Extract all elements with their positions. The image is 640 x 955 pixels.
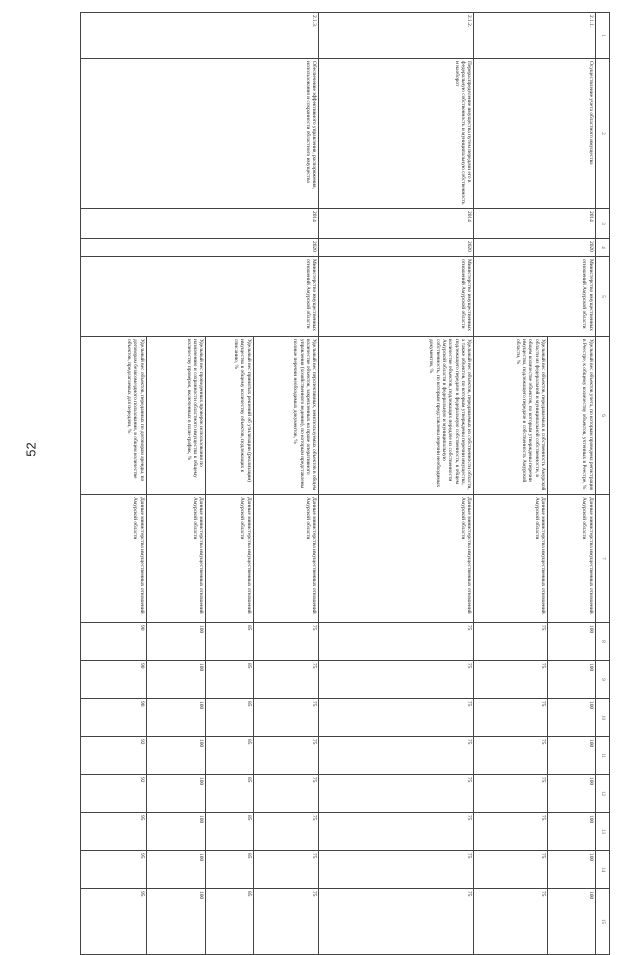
target-value: 75 (253, 699, 319, 737)
base-value: 100 (146, 623, 206, 661)
row-code: 2.1.3. (81, 13, 319, 59)
indicator-text: Удельный вес проведенных проверок использования по назначению и сохранности областного имущества к общему количеству проверок, включенных в план-график, % (146, 337, 206, 495)
table-row (319, 13, 474, 955)
target-value: 100 (548, 889, 596, 955)
column-number: 4 (595, 239, 609, 257)
target-value: 75 (253, 889, 319, 955)
target-value: 100 (548, 813, 596, 851)
target-value: 75 (474, 737, 548, 775)
executor: Министерство имущественных отношений Амурской области (474, 257, 596, 337)
end-year: 2020 (474, 239, 596, 257)
row-code: 2.1.2. (319, 13, 474, 59)
target-value: 85 (206, 813, 254, 851)
indicator-text: Удельный вес объектов, передаваемых в собственность Амурской области из федеральной и муниципальной собственности, в общем количестве объектов, по которым утверждены перечни имущества, подлежащего передаче в собственность Амурской области, % (474, 337, 548, 495)
data-source: Данные министерства имущественных отношений Амурской области (206, 495, 254, 623)
data-source: Данные министерства имущественных отношений Амурской области (253, 495, 319, 623)
target-value: 75 (253, 851, 319, 889)
target-value: 90 (81, 699, 147, 737)
base-value: 75 (474, 623, 548, 661)
base-value: 85 (206, 623, 254, 661)
start-year: 2014 (474, 209, 596, 239)
target-value: 100 (548, 699, 596, 737)
column-number: 11 (595, 737, 609, 775)
base-value: 75 (319, 623, 474, 661)
data-source: Данные министерства имущественных отношений Амурской области (548, 495, 596, 623)
target-value: 85 (206, 699, 254, 737)
indicator-text: Удельный вес объектов, переданных по договорам аренды, по договорам безвозмездного пользования, в общем количестве объектов, предлагаемых для передачи, % (81, 337, 147, 495)
indicator-text: Удельный вес принятых решений об утилизации (реализации) имущества в общему количеству объектов, подлежащих к списанию, % (206, 337, 254, 495)
target-value: 75 (319, 775, 474, 813)
base-value: 100 (548, 623, 596, 661)
column-number: 14 (595, 851, 609, 889)
data-source: Данные министерства имущественных отношений Амурской области (474, 495, 548, 623)
start-year: 2014 (319, 209, 474, 239)
target-value: 100 (146, 889, 206, 955)
target-value: 75 (253, 813, 319, 851)
column-number: 13 (595, 813, 609, 851)
measure-name: Обеспечение эффективного управления, распоряжения, использования и сохранности областного имущества (81, 59, 319, 209)
target-value: 100 (146, 851, 206, 889)
target-value: 75 (319, 699, 474, 737)
target-value: 75 (474, 851, 548, 889)
data-source: Данные министерства имущественных отношений Амурской области (146, 495, 206, 623)
target-value: 75 (319, 737, 474, 775)
column-number: 15 (595, 889, 609, 955)
target-value: 85 (206, 661, 254, 699)
base-value: 75 (253, 623, 319, 661)
start-year: 2014 (81, 209, 319, 239)
column-number: 5 (595, 257, 609, 337)
target-value: 75 (474, 889, 548, 955)
target-value: 75 (474, 813, 548, 851)
column-number: 3 (595, 209, 609, 239)
indicators-table (80, 12, 610, 955)
target-value: 85 (206, 775, 254, 813)
target-value: 95 (81, 889, 147, 955)
target-value: 92 (81, 775, 147, 813)
column-number: 8 (595, 623, 609, 661)
target-value: 75 (319, 889, 474, 955)
target-value: 85 (206, 851, 254, 889)
target-value: 75 (253, 775, 319, 813)
column-number: 1 (595, 13, 609, 59)
column-number: 12 (595, 775, 609, 813)
column-number: 7 (595, 495, 609, 623)
rotated-table-container (80, 12, 610, 924)
target-value: 100 (548, 737, 596, 775)
target-value: 100 (146, 699, 206, 737)
target-value: 95 (81, 813, 147, 851)
column-number: 6 (595, 337, 609, 495)
target-value: 75 (319, 813, 474, 851)
measure-name: Перераспределение имущества путем передачи его в федеральную собственность и муниципальную собственность и наоборот (319, 59, 474, 209)
target-value: 100 (548, 851, 596, 889)
end-year: 2020 (81, 239, 319, 257)
target-value: 100 (548, 661, 596, 699)
data-source: Данные министерства имущественных отношений Амурской области (81, 495, 147, 623)
row-code: 2.1.1. (474, 13, 596, 59)
document-frame (80, 12, 610, 924)
column-number: 2 (595, 59, 609, 209)
indicator-text: Удельный вес объектов, передаваемых из собственности области, а также объектов, по которым утверждены перечни имущества, подлежащего передаче в федеральную собственность, в общем количестве объектов, подлежащих передаче из собственности Амурской области в федеральную и муниципальную собственность, по которым представлены перечни необходимых документов, % (319, 337, 474, 495)
target-value: 85 (206, 889, 254, 955)
column-number: 9 (595, 661, 609, 699)
target-value: 75 (319, 851, 474, 889)
indicator-text: Удельный вес перспективных, неиспользуемых объектов в общем количестве объектов, закрепленных на праве оперативного управления (хозяйственного ведения), по которым представлены полные перечни необходимых документов, % (253, 337, 319, 495)
target-value: 75 (474, 699, 548, 737)
target-value: 100 (146, 775, 206, 813)
target-value: 75 (319, 661, 474, 699)
target-value: 85 (206, 737, 254, 775)
page-number: 52 (23, 442, 39, 457)
target-value: 75 (474, 661, 548, 699)
executor: Министерство имущественных отношений Амурской области (81, 257, 319, 337)
target-value: 92 (81, 737, 147, 775)
target-value: 75 (253, 661, 319, 699)
column-number: 10 (595, 699, 609, 737)
end-year: 2020 (319, 239, 474, 257)
base-value: 90 (81, 623, 147, 661)
table-row (548, 13, 596, 955)
target-value: 100 (548, 775, 596, 813)
measure-name: Осуществление учета областного имущества (474, 59, 596, 209)
target-value: 75 (253, 737, 319, 775)
target-value: 100 (146, 661, 206, 699)
target-value: 75 (474, 775, 548, 813)
column-number-row (595, 13, 609, 955)
target-value: 95 (81, 851, 147, 889)
table-row (253, 13, 319, 955)
data-source: Данные министерства имущественных отношений Амурской области (319, 495, 474, 623)
executor: Министерство имущественных отношений Амурской области (319, 257, 474, 337)
indicator-text: Удельный вес объектов учета, по которым проведена регистрация в Реестре, к общему количеству объектов, учтенных в Реестре, % (548, 337, 596, 495)
target-value: 100 (146, 813, 206, 851)
target-value: 100 (146, 737, 206, 775)
target-value: 90 (81, 661, 147, 699)
